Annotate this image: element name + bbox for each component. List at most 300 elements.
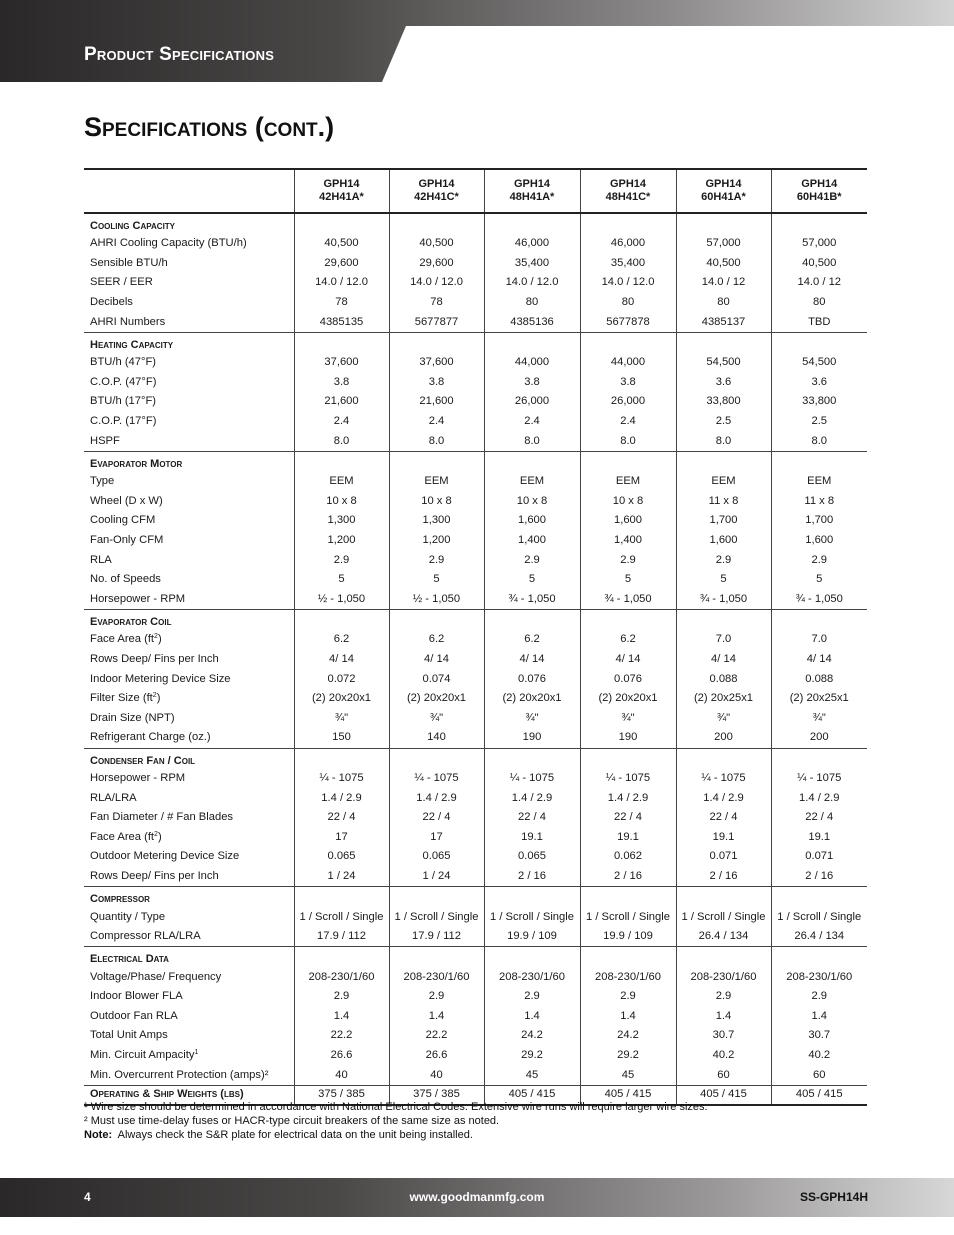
value-cell: 6.2	[580, 630, 676, 650]
value-cell: 0.076	[484, 669, 580, 689]
section-header-cell	[676, 947, 771, 968]
table-row	[84, 254, 867, 274]
section-header-row	[84, 887, 867, 908]
table-body	[84, 213, 867, 1105]
value-cell: 45	[580, 1065, 676, 1085]
value-cell: 2.9	[484, 550, 580, 570]
section-header-cell	[389, 213, 484, 234]
row-label-text: SEER / EER	[90, 276, 153, 289]
row-label-text: Face Area (ft	[90, 633, 155, 646]
model-series: GPH14	[513, 178, 551, 190]
model-number: 48H41A*	[509, 191, 555, 203]
value-cell: 57,000	[676, 234, 771, 254]
value-cell: 44,000	[484, 353, 580, 373]
table-row	[84, 708, 867, 728]
row-label	[84, 967, 294, 987]
value-cell: 8.0	[676, 431, 771, 451]
value-cell: 4/ 14	[294, 650, 389, 670]
row-label	[84, 987, 294, 1007]
table-row	[84, 728, 867, 748]
row-label	[84, 1007, 294, 1027]
model-number: 60H41A*	[701, 191, 746, 203]
model-number: 48H41C*	[605, 191, 651, 203]
row-label-text: HSPF	[90, 434, 120, 447]
value-cell: 2.4	[294, 412, 389, 432]
value-cell: 2.9	[389, 987, 484, 1007]
value-cell: 19.9 / 109	[484, 927, 580, 947]
table-row	[84, 987, 867, 1007]
section-title: Evaporator Coil	[90, 616, 172, 629]
value-cell: 40	[294, 1065, 389, 1085]
value-cell: 24.2	[580, 1026, 676, 1046]
row-label	[84, 827, 294, 847]
value-cell: 40,500	[771, 254, 867, 274]
value-cell: 1 / Scroll / Single	[389, 907, 484, 927]
section-header-cell	[676, 748, 771, 769]
value-cell: 17	[389, 827, 484, 847]
row-label	[84, 590, 294, 610]
value-cell: 17.9 / 112	[389, 927, 484, 947]
row-label-superscript: 2	[154, 633, 158, 641]
row-label-tail: )	[156, 692, 161, 705]
section-header-cell	[676, 451, 771, 472]
value-cell: 10 x 8	[484, 492, 580, 512]
value-cell: 1.4 / 2.9	[771, 788, 867, 808]
value-cell: (2) 20x25x1	[771, 689, 867, 709]
model-header	[294, 169, 389, 213]
value-cell: 4385135	[294, 312, 389, 332]
model-header	[676, 169, 771, 213]
row-label-text: Outdoor Fan RLA	[90, 1009, 178, 1022]
value-cell: 0.072	[294, 669, 389, 689]
value-cell: 30.7	[771, 1026, 867, 1046]
row-label-superscript: 2	[154, 830, 158, 838]
footer-url-link[interactable]: www.goodmanmfg.com	[409, 1190, 545, 1204]
value-cell: 2 / 16	[771, 867, 867, 887]
table-row	[84, 234, 867, 254]
value-cell: 4/ 14	[580, 650, 676, 670]
row-label	[84, 353, 294, 373]
value-cell: 2.9	[294, 550, 389, 570]
row-label	[84, 550, 294, 570]
value-cell: 2.9	[676, 550, 771, 570]
section-header-cell	[676, 887, 771, 908]
row-label-text: Total Unit Amps	[90, 1029, 168, 1042]
value-cell: ¾"	[771, 708, 867, 728]
value-cell: 3.8	[389, 373, 484, 393]
model-series: GPH14	[609, 178, 647, 190]
section-header-cell	[580, 748, 676, 769]
value-cell: 8.0	[580, 431, 676, 451]
table-row	[84, 492, 867, 512]
value-cell: 14.0 / 12.0	[484, 273, 580, 293]
value-cell: 1.4	[389, 1007, 484, 1027]
value-cell: 26.4 / 134	[771, 927, 867, 947]
value-cell: 33,800	[771, 392, 867, 412]
value-cell: 37,600	[389, 353, 484, 373]
value-cell: ¾ - 1,050	[676, 590, 771, 610]
value-cell: 80	[484, 293, 580, 313]
value-cell: 4385137	[676, 312, 771, 332]
value-cell: 2.9	[771, 550, 867, 570]
value-cell: 375 / 385	[294, 1085, 389, 1105]
row-label-text: BTU/h (47°F)	[90, 356, 157, 369]
value-cell: (2) 20x20x1	[294, 689, 389, 709]
footnotes	[84, 1100, 708, 1142]
model-header	[771, 169, 867, 213]
header-title: Product Specifications	[84, 44, 275, 65]
value-cell: 5	[771, 570, 867, 590]
row-label	[84, 769, 294, 789]
row-label-text: Outdoor Metering Device Size	[90, 850, 240, 863]
value-cell: ¾ - 1,050	[580, 590, 676, 610]
value-cell: 0.062	[580, 847, 676, 867]
section-header-cell	[389, 748, 484, 769]
value-cell: ¼ - 1075	[580, 769, 676, 789]
table-row	[84, 1046, 867, 1066]
value-cell: 208-230/1/60	[484, 967, 580, 987]
model-series: GPH14	[705, 178, 742, 190]
value-cell: ¼ - 1075	[484, 769, 580, 789]
section-header-cell	[580, 947, 676, 968]
table-row	[84, 273, 867, 293]
value-cell: 17.9 / 112	[294, 927, 389, 947]
row-label-text: Wheel (D x W)	[90, 494, 163, 507]
value-cell: ¾ - 1,050	[771, 590, 867, 610]
row-label	[84, 293, 294, 313]
row-label	[84, 273, 294, 293]
value-cell: 26.4 / 134	[676, 927, 771, 947]
value-cell: 22.2	[389, 1026, 484, 1046]
table-row	[84, 927, 867, 947]
value-cell: 1,200	[389, 531, 484, 551]
row-label-text: Min. Circuit Ampacity	[90, 1049, 195, 1062]
value-cell: 22 / 4	[389, 808, 484, 828]
model-series: GPH14	[418, 178, 455, 190]
value-cell: 78	[294, 293, 389, 313]
value-cell: 2 / 16	[484, 867, 580, 887]
row-label	[84, 492, 294, 512]
value-cell: 2 / 16	[676, 867, 771, 887]
value-cell: 3.6	[771, 373, 867, 393]
section-header-cell	[294, 887, 389, 908]
value-cell: 190	[580, 728, 676, 748]
row-label-text: Filter Size (ft	[90, 692, 153, 705]
section-header-cell	[294, 610, 389, 631]
value-cell: 2.9	[294, 987, 389, 1007]
table-row	[84, 1007, 867, 1027]
value-cell: 405 / 415	[676, 1085, 771, 1105]
value-cell: 40.2	[676, 1046, 771, 1066]
value-cell: 54,500	[676, 353, 771, 373]
value-cell: 10 x 8	[294, 492, 389, 512]
value-cell: ¾ - 1,050	[484, 590, 580, 610]
section-header-row	[84, 332, 867, 353]
model-header	[580, 169, 676, 213]
value-cell: 1 / Scroll / Single	[580, 907, 676, 927]
value-cell: 1 / 24	[294, 867, 389, 887]
table-row	[84, 550, 867, 570]
value-cell: 1,600	[484, 511, 580, 531]
row-label	[84, 373, 294, 393]
value-cell: 4/ 14	[484, 650, 580, 670]
value-cell: 1.4	[580, 1007, 676, 1027]
value-cell: 1,200	[294, 531, 389, 551]
row-label	[84, 689, 294, 709]
value-cell: 6.2	[484, 630, 580, 650]
value-cell: 11 x 8	[676, 492, 771, 512]
value-cell: 78	[389, 293, 484, 313]
section-header-cell	[484, 610, 580, 631]
value-cell: 11 x 8	[771, 492, 867, 512]
value-cell: 1.4	[294, 1007, 389, 1027]
value-cell: 5677878	[580, 312, 676, 332]
section-header-cell	[676, 332, 771, 353]
section-header-cell	[484, 887, 580, 908]
row-label	[84, 234, 294, 254]
table-row	[84, 392, 867, 412]
section-title: Evaporator Motor	[90, 457, 183, 470]
value-cell: 14.0 / 12	[771, 273, 867, 293]
table-header-blank	[84, 169, 294, 213]
row-label	[84, 312, 294, 332]
value-cell: 14.0 / 12	[676, 273, 771, 293]
value-cell: 5	[484, 570, 580, 590]
value-cell: 2.4	[484, 412, 580, 432]
value-cell: 0.065	[389, 847, 484, 867]
section-header-cell	[484, 451, 580, 472]
value-cell: 40,500	[389, 234, 484, 254]
section-header-cell	[389, 887, 484, 908]
table-row	[84, 1026, 867, 1046]
row-label	[84, 1065, 294, 1085]
row-label-text: Rows Deep/ Fins per Inch	[90, 652, 219, 665]
value-cell: 1.4 / 2.9	[389, 788, 484, 808]
table-row	[84, 769, 867, 789]
section-header-cell	[294, 947, 389, 968]
row-label	[84, 511, 294, 531]
section-header-cell	[580, 332, 676, 353]
row-label-text: Horsepower - RPM	[90, 592, 186, 605]
value-cell: 208-230/1/60	[676, 967, 771, 987]
section-header-row	[84, 213, 867, 234]
value-cell: (2) 20x20x1	[580, 689, 676, 709]
value-cell: 26,000	[484, 392, 580, 412]
row-label-text: C.O.P. (47°F)	[90, 375, 157, 388]
value-cell: 46,000	[484, 234, 580, 254]
table-row	[84, 669, 867, 689]
model-header	[389, 169, 484, 213]
header-white-cutout	[382, 26, 954, 82]
value-cell: 14.0 / 12.0	[389, 273, 484, 293]
section-header-cell	[580, 213, 676, 234]
table-row	[84, 967, 867, 987]
value-cell: 3.8	[484, 373, 580, 393]
row-label-text: No. of Speeds	[90, 573, 161, 586]
value-cell: 1.4	[771, 1007, 867, 1027]
row-label-text: Indoor Metering Device Size	[90, 672, 231, 685]
value-cell: 8.0	[389, 431, 484, 451]
row-label	[84, 669, 294, 689]
row-label-text: Fan-Only CFM	[90, 534, 164, 547]
value-cell: 6.2	[389, 630, 484, 650]
value-cell: 33,800	[676, 392, 771, 412]
value-cell: 19.1	[771, 827, 867, 847]
section-header-cell	[676, 213, 771, 234]
value-cell: 1,700	[771, 511, 867, 531]
value-cell: EEM	[294, 472, 389, 492]
value-cell: 140	[389, 728, 484, 748]
value-cell: 21,600	[294, 392, 389, 412]
table-row	[84, 788, 867, 808]
value-cell: ½ - 1,050	[294, 590, 389, 610]
value-cell: 22 / 4	[676, 808, 771, 828]
value-cell: 4/ 14	[771, 650, 867, 670]
value-cell: 3.6	[676, 373, 771, 393]
table-row	[84, 353, 867, 373]
value-cell: 3.8	[294, 373, 389, 393]
value-cell: 0.065	[484, 847, 580, 867]
value-cell: 80	[771, 293, 867, 313]
value-cell: 40,500	[676, 254, 771, 274]
model-series: GPH14	[323, 178, 360, 190]
value-cell: 0.088	[771, 669, 867, 689]
value-cell: 4/ 14	[676, 650, 771, 670]
value-cell: 5	[580, 570, 676, 590]
value-cell: 22 / 4	[294, 808, 389, 828]
value-cell: 5	[676, 570, 771, 590]
value-cell: ¾"	[484, 708, 580, 728]
value-cell: 405 / 415	[484, 1085, 580, 1105]
section-header-row	[84, 451, 867, 472]
row-label-text: Cooling CFM	[90, 514, 156, 527]
value-cell: 29.2	[580, 1046, 676, 1066]
table-row	[84, 808, 867, 828]
value-cell: 1 / 24	[389, 867, 484, 887]
value-cell: 46,000	[580, 234, 676, 254]
table-row	[84, 630, 867, 650]
value-cell: 14.0 / 12.0	[580, 273, 676, 293]
model-header	[484, 169, 580, 213]
value-cell: 8.0	[294, 431, 389, 451]
row-label-text: Horsepower - RPM	[90, 771, 186, 784]
value-cell: 19.1	[676, 827, 771, 847]
section-header-cell	[580, 451, 676, 472]
value-cell: 35,400	[580, 254, 676, 274]
value-cell: (2) 20x20x1	[389, 689, 484, 709]
value-cell: EEM	[484, 472, 580, 492]
section-header-cell	[771, 332, 867, 353]
section-header-cell	[294, 332, 389, 353]
operating-weights-label: Operating & Ship Weights (lbs)	[84, 1085, 294, 1105]
table-row	[84, 312, 867, 332]
row-label	[84, 431, 294, 451]
value-cell: 2 / 16	[580, 867, 676, 887]
row-label-text: Face Area (ft	[90, 830, 155, 843]
value-cell: ¼ - 1075	[294, 769, 389, 789]
value-cell: 2.4	[389, 412, 484, 432]
row-label-tail: )	[157, 830, 162, 843]
section-header-cell	[294, 213, 389, 234]
document-code: SS-GPH14H	[799, 1190, 868, 1204]
row-label-text: Type	[90, 475, 115, 488]
value-cell: 22.2	[294, 1026, 389, 1046]
section-header-cell	[389, 332, 484, 353]
row-label	[84, 570, 294, 590]
table-row	[84, 907, 867, 927]
value-cell: 29.2	[484, 1046, 580, 1066]
row-label	[84, 472, 294, 492]
value-cell: 405 / 415	[580, 1085, 676, 1105]
row-label-text: AHRI Cooling Capacity (BTU/h)	[90, 237, 247, 250]
table-header-row	[84, 169, 867, 213]
value-cell: 1 / Scroll / Single	[294, 907, 389, 927]
section-header-cell	[771, 610, 867, 631]
table-row	[84, 867, 867, 887]
value-cell: TBD	[771, 312, 867, 332]
value-cell: 150	[294, 728, 389, 748]
section-title: Heating Capacity	[90, 338, 174, 351]
section-header-row	[84, 748, 867, 769]
value-cell: 190	[484, 728, 580, 748]
value-cell: 80	[676, 293, 771, 313]
value-cell: 5	[389, 570, 484, 590]
value-cell: 29,600	[389, 254, 484, 274]
value-cell: 17	[294, 827, 389, 847]
value-cell: 22 / 4	[771, 808, 867, 828]
row-label-text: Drain Size (NPT)	[90, 711, 175, 724]
table-row	[84, 472, 867, 492]
section-header-cell	[389, 451, 484, 472]
row-label	[84, 412, 294, 432]
table-row	[84, 590, 867, 610]
value-cell: ¼ - 1075	[389, 769, 484, 789]
row-label	[84, 392, 294, 412]
value-cell: 29,600	[294, 254, 389, 274]
value-cell: 24.2	[484, 1026, 580, 1046]
value-cell: 1 / Scroll / Single	[676, 907, 771, 927]
value-cell: 26.6	[389, 1046, 484, 1066]
section-header-cell	[771, 213, 867, 234]
value-cell: 4385136	[484, 312, 580, 332]
value-cell: 0.076	[580, 669, 676, 689]
value-cell: 2.9	[580, 987, 676, 1007]
specifications-table	[84, 168, 867, 1106]
row-label	[84, 788, 294, 808]
value-cell: EEM	[580, 472, 676, 492]
value-cell: 375 / 385	[389, 1085, 484, 1105]
row-label-tail: )	[157, 633, 162, 646]
value-cell: 54,500	[771, 353, 867, 373]
note-text: Always check the S&R plate for electrical data on the unit being installed.	[117, 1129, 473, 1141]
row-label	[84, 728, 294, 748]
row-label	[84, 254, 294, 274]
value-cell: 0.088	[676, 669, 771, 689]
value-cell: 40	[389, 1065, 484, 1085]
table-row	[84, 293, 867, 313]
row-label-text: Fan Diameter / # Fan Blades	[90, 811, 234, 824]
value-cell: 44,000	[580, 353, 676, 373]
table-row	[84, 1065, 867, 1085]
value-cell: 405 / 415	[771, 1085, 867, 1105]
value-cell: 26,000	[580, 392, 676, 412]
row-label	[84, 531, 294, 551]
section-header-cell	[580, 610, 676, 631]
value-cell: 1,400	[580, 531, 676, 551]
model-series: GPH14	[801, 178, 838, 190]
value-cell: 57,000	[771, 234, 867, 254]
value-cell: 200	[771, 728, 867, 748]
